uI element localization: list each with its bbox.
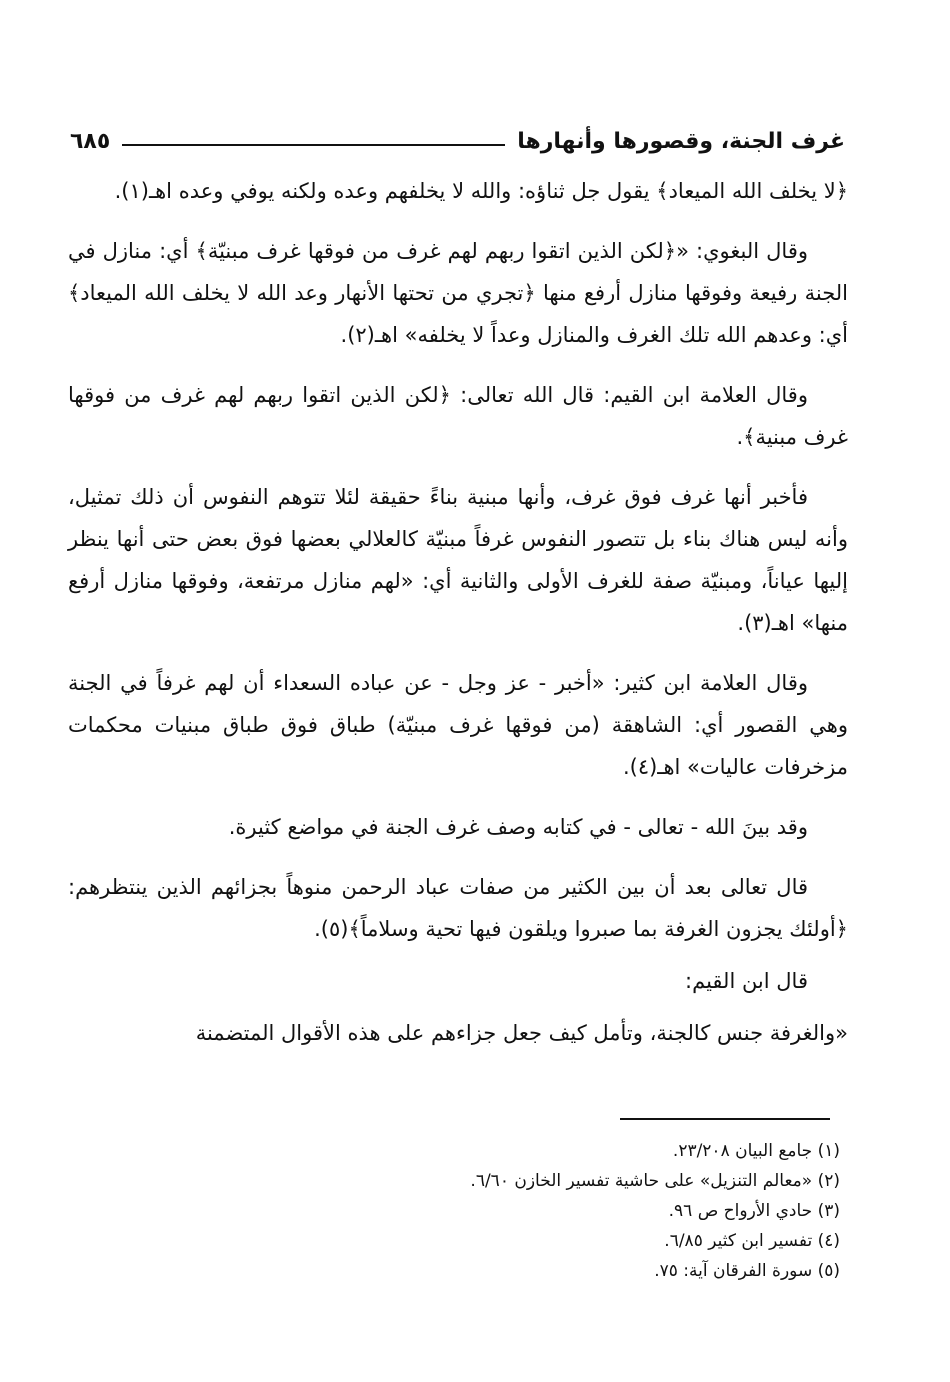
paragraph-furqan: قال تعالى بعد أن بين الكثير من صفات عباد الرحمن منوهاً بجزائهم الذين ينتظرهم: ﴿أولئك يجزون الغرفة بما صبروا ويلقون فيها تحية وسلاماً﴾(٥). — [68, 875, 848, 941]
footnote-4: (٤) تفسير ابن كثير ٦/٨٥. — [664, 1231, 840, 1251]
paragraph-baghawi: وقال البغوي: «﴿لكن الذين اتقوا ربهم لهم غرف من فوقها غرف مبنيّة﴾ أي: منازل في الجنة رفيعة وفوقها منازل أرفع منها ﴿تجري من تحتها الأنهار وعد الله لا يخلف الله الميعاد﴾ أي: وعدهم الله تلك الغرف والمنازل وعداً لا يخلفه» اهـ(٢). — [68, 239, 848, 347]
footnote-5: (٥) سورة الفرقان آية: ٧٥. — [654, 1261, 840, 1281]
footnote-separator — [620, 1118, 830, 1120]
paragraph-quote: «والغرفة جنس كالجنة، وتأمل كيف جعل جزاءهم على هذه الأقوال المتضمنة — [195, 1021, 848, 1045]
paragraph-description: وقد بينَ الله - تعالى - في كتابه وصف غرف الجنة في مواضع كثيرة. — [228, 815, 808, 839]
page-number: ٦٨٥ — [70, 129, 111, 154]
footnote-3: (٣) حادي الأرواح ص ٩٦. — [668, 1201, 840, 1221]
paragraph-ibn-kathir: وقال العلامة ابن كثير: «أخبر - عز وجل - عن عباده السعداء أن لهم غرفاً في الجنة وهي القصور أي: الشاهقة (من فوقها غرف مبنيّة) طباق فوق طباق مبنيات محكمات مزخرفات عاليات» اهـ(٤). — [68, 671, 848, 779]
paragraph-explanation: فأخبر أنها غرف فوق غرف، وأنها مبنية بناءً حقيقة لئلا تتوهم النفوس أن ذلك تمثيل، وأنه ليس هناك بناء بل تتصور النفوس غرفاً مبنيّة كالعلالي بعضها فوق بعض حتى أنها ينظر إليها عياناً، ومبنيّة صفة للغرف الأولى والثانية أي: «لهم منازل مرتفعة، وفوقها منازل أرفع منها» اهـ(٣). — [68, 485, 848, 635]
footnote-2: (٢) «معالم التنزيل» على حاشية تفسير الخازن ٦/٦٠. — [470, 1171, 840, 1191]
running-header — [70, 118, 845, 154]
paragraph-ibn-qayyim: وقال العلامة ابن القيم: قال الله تعالى: ﴿لكن الذين اتقوا ربهم لهم غرف من فوقها غرف مبنية﴾. — [68, 383, 848, 449]
header-rule — [122, 144, 505, 146]
chapter-title: غرف الجنة، وقصورها وأنهارها — [517, 129, 845, 154]
footnotes — [280, 1136, 840, 1286]
main-text — [68, 170, 848, 1072]
footnote-1: (١) جامع البيان ٢٣/٢٠٨. — [672, 1141, 840, 1161]
paragraph-qayyim-intro: قال ابن القيم: — [685, 969, 808, 993]
paragraph-1: ﴿لا يخلف الله الميعاد﴾ يقول جل ثناؤه: والله لا يخلفهم وعده ولكنه يوفي وعده اهـ(١). — [114, 179, 848, 203]
